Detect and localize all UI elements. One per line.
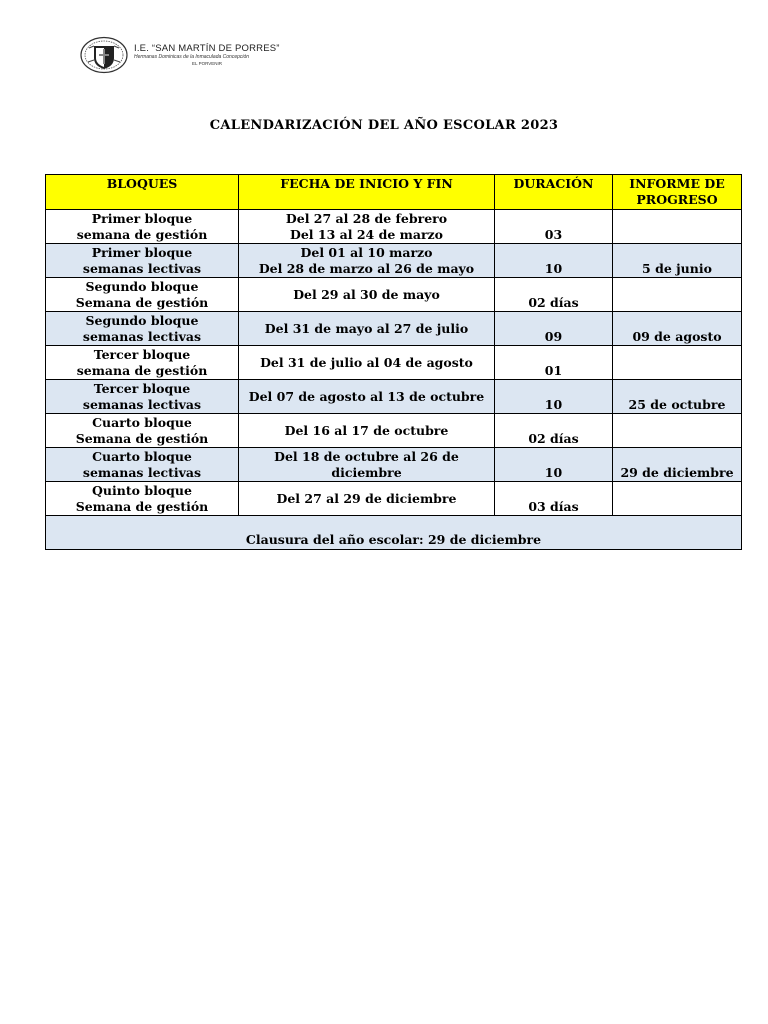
- table-row: [46, 380, 742, 414]
- duration-cell: 01: [495, 346, 613, 380]
- institution-name: I.E. “SAN MARTÍN DE PORRES”: [134, 42, 280, 54]
- cell-line: Del 31 de julio al 04 de agosto: [260, 354, 473, 370]
- cell-line: Del 29 al 30 de mayo: [293, 286, 440, 302]
- cell-line: Del 07 de agosto al 13 de octubre: [248, 388, 485, 404]
- dates-cell: [239, 482, 495, 516]
- dates-cell: [239, 380, 495, 414]
- duration-cell: 03: [495, 210, 613, 244]
- duration-cell: 03 días: [495, 482, 613, 516]
- cell-line: Segundo bloque: [85, 278, 199, 294]
- column-header-progress-report: INFORME DE PROGRESO: [613, 175, 742, 210]
- cell-line: Del 16 al 17 de octubre: [284, 422, 449, 438]
- cell-line: semanas lectivas: [82, 464, 202, 480]
- congregation-name: Hermanas Dominicas de la Inmaculada Concepción: [134, 54, 250, 60]
- cell-line: Del 27 al 29 de diciembre: [276, 490, 457, 506]
- dates-cell: [239, 278, 495, 312]
- cell-line: Del 27 al 28 de febrero: [285, 210, 448, 226]
- cell-line: Primer bloque: [91, 244, 193, 260]
- closing-row: [46, 516, 742, 550]
- table-row: [46, 244, 742, 278]
- cell-line: Cuarto bloque: [92, 448, 192, 464]
- cell-line: semanas lectivas: [82, 396, 202, 412]
- dates-cell: [239, 414, 495, 448]
- table-row: [46, 278, 742, 312]
- cell-line: Del 01 al 10 marzo: [300, 244, 433, 260]
- block-cell: [46, 482, 239, 516]
- column-header-blocks: BLOQUES: [46, 175, 239, 210]
- school-calendar-table: [45, 174, 742, 550]
- dates-cell: [239, 346, 495, 380]
- cell-line: Tercer bloque: [93, 346, 191, 362]
- column-header-dates: FECHA DE INICIO Y FIN: [239, 175, 495, 210]
- progress-report-cell: [613, 210, 742, 244]
- table-body: [46, 210, 742, 516]
- cell-line: semana de gestión: [76, 226, 208, 242]
- block-cell: [46, 414, 239, 448]
- progress-report-cell: [613, 278, 742, 312]
- closing-date-cell: Clausura del año escolar: 29 de diciembre: [46, 516, 742, 550]
- progress-report-cell: 09 de agosto: [613, 312, 742, 346]
- cell-line: Cuarto bloque: [92, 414, 192, 430]
- cell-line: Quinto bloque: [92, 482, 192, 498]
- table-row: [46, 482, 742, 516]
- dates-cell: [239, 448, 495, 482]
- cell-line: Del 13 al 24 de marzo: [290, 226, 443, 242]
- progress-report-cell: 5 de junio: [613, 244, 742, 278]
- table-row: [46, 312, 742, 346]
- institution-location: EL PORVENIR: [192, 61, 223, 66]
- block-cell: [46, 346, 239, 380]
- progress-report-cell: 29 de diciembre: [613, 448, 742, 482]
- block-cell: [46, 210, 239, 244]
- cell-line: semanas lectivas: [82, 328, 202, 344]
- progress-report-cell: 25 de octubre: [613, 380, 742, 414]
- school-crest-icon: [79, 36, 129, 74]
- duration-cell: 10: [495, 244, 613, 278]
- table-row: [46, 346, 742, 380]
- cell-line: Segundo bloque: [85, 312, 199, 328]
- duration-cell: 02 días: [495, 278, 613, 312]
- duration-cell: 10: [495, 448, 613, 482]
- dates-cell: [239, 210, 495, 244]
- dates-cell: [239, 244, 495, 278]
- cell-line: Del 28 de marzo al 26 de mayo: [258, 260, 475, 276]
- table-row: [46, 448, 742, 482]
- cell-line: Tercer bloque: [93, 380, 191, 396]
- institution-header: [79, 35, 280, 75]
- cell-line: Semana de gestión: [75, 498, 209, 514]
- cell-line: Del 31 de mayo al 27 de julio: [264, 320, 469, 336]
- cell-line: Semana de gestión: [75, 430, 209, 446]
- cell-line: Primer bloque: [91, 210, 193, 226]
- duration-cell: 09: [495, 312, 613, 346]
- duration-cell: 02 días: [495, 414, 613, 448]
- table-row: [46, 414, 742, 448]
- dates-cell: [239, 312, 495, 346]
- block-cell: [46, 244, 239, 278]
- block-cell: [46, 380, 239, 414]
- cell-line: Semana de gestión: [75, 294, 209, 310]
- duration-cell: 10: [495, 380, 613, 414]
- cell-line: semana de gestión: [76, 362, 208, 378]
- document-title: CALENDARIZACIÓN DEL AÑO ESCOLAR 2023: [209, 118, 559, 133]
- progress-report-cell: [613, 414, 742, 448]
- block-cell: [46, 278, 239, 312]
- progress-report-cell: [613, 346, 742, 380]
- block-cell: [46, 448, 239, 482]
- table-header-row: [46, 175, 742, 210]
- cell-line: Del 18 de octubre al 26 de diciembre: [274, 448, 459, 480]
- progress-report-cell: [613, 482, 742, 516]
- block-cell: [46, 312, 239, 346]
- cell-line: semanas lectivas: [82, 260, 202, 276]
- table-row: [46, 210, 742, 244]
- column-header-duration: DURACIÓN: [495, 175, 613, 210]
